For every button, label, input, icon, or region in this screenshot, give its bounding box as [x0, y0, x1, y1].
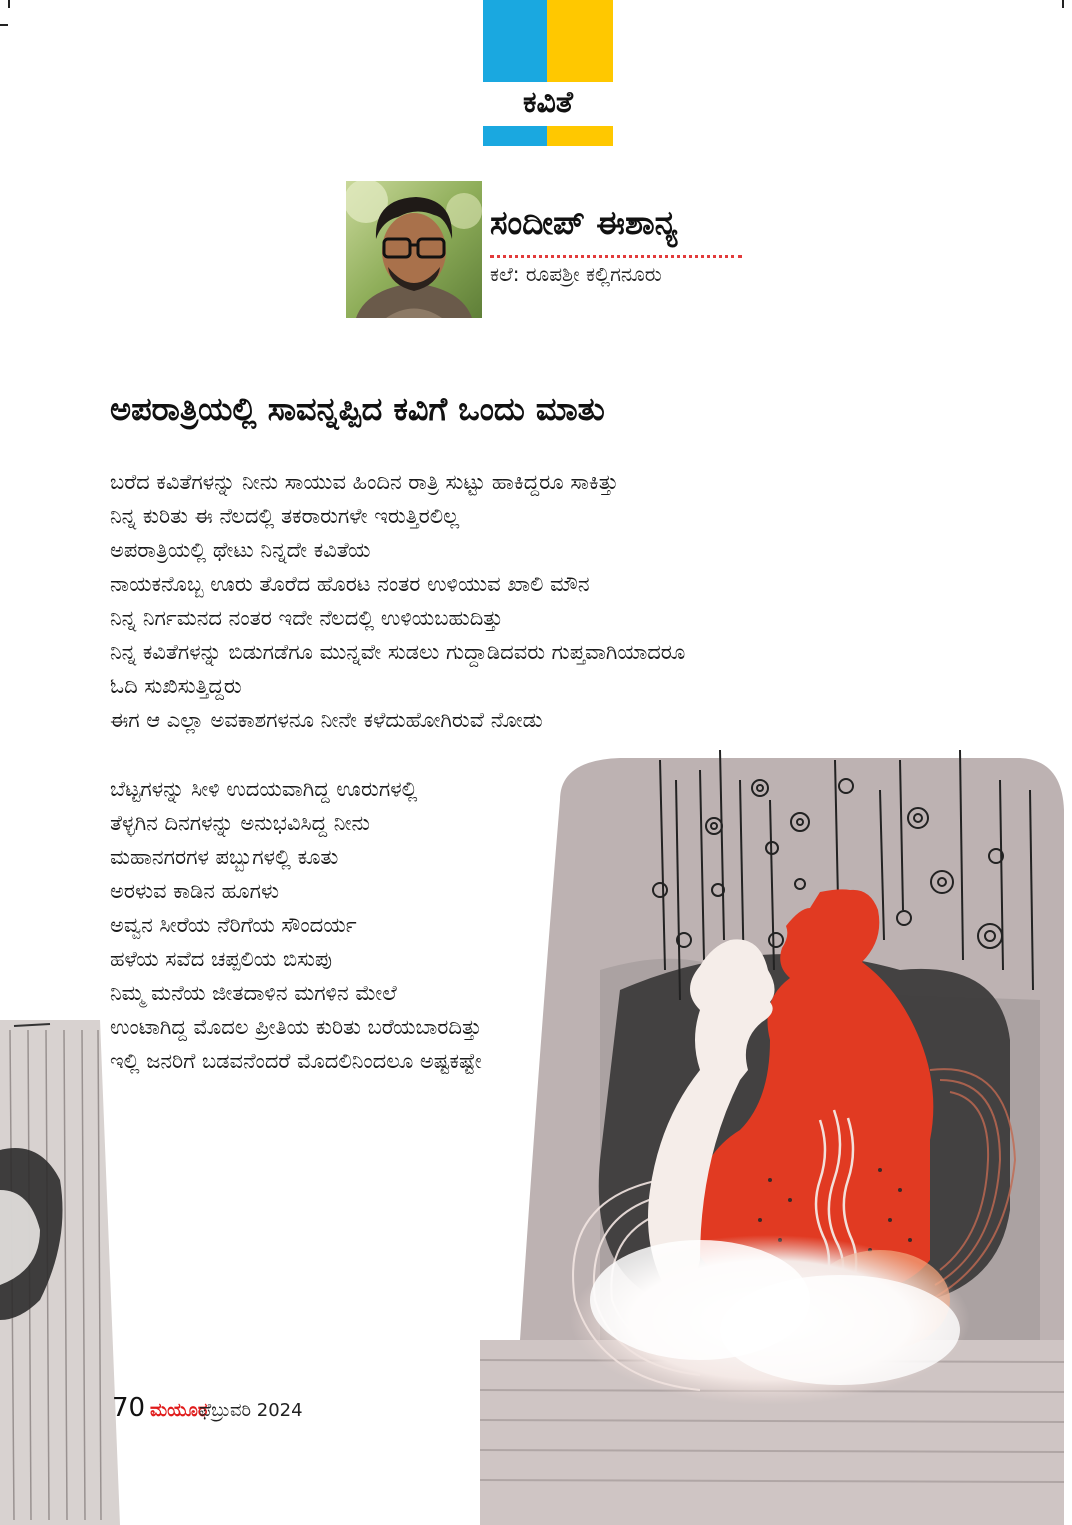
poem-line: ಈಗ ಆ ಎಲ್ಲಾ ಅವಕಾಶಗಳನೂ ನೀನೇ ಕಳೆದುಹೋಗಿರುವೆ ನೋಡು — [110, 708, 543, 732]
poem-line: ಮಹಾನಗರಗಳ ಪಬ್ಬುಗಳಲ್ಲಿ ಕೂತು — [110, 845, 339, 869]
poem-line: ಅರಳುವ ಕಾಡಿನ ಹೂಗಳು — [110, 879, 280, 903]
poem-stanza-2 — [110, 772, 482, 1078]
poem-line: ನಿನ್ನ ಕವಿತೆಗಳನ್ನು ಬಿಡುಗಡೆಗೂ ಮುನ್ನವೇ ಸುಡಲು ಗುದ್ದಾಡಿದವರು ಗುಪ್ತವಾಗಿಯಾದರೂ — [110, 640, 686, 664]
poem-stanza-1 — [110, 465, 685, 737]
poem-line: ನಾಯಕನೊಬ್ಬ ಊರು ತೊರೆದ ಹೊರಟ ನಂತರ ಉಳಿಯುವ ಖಾಲಿ ಮೌನ — [110, 572, 590, 596]
section-header-yellow-bar — [547, 126, 613, 146]
crop-mark — [8, 0, 10, 8]
section-label: ಕವಿತೆ — [523, 85, 573, 120]
section-header-blue-block — [483, 0, 547, 82]
author-photo — [346, 181, 482, 318]
poem-line: ತೆಳ್ಳಗಿನ ದಿನಗಳನ್ನು ಅನುಭವಿಸಿದ್ದ ನೀನು — [110, 811, 370, 835]
poem-line: ನಿನ್ನ ನಿರ್ಗಮನದ ನಂತರ ಇದೇ ನೆಲದಲ್ಲಿ ಉಳಿಯಬಹುದಿತ್ತು — [110, 606, 503, 630]
issue-date: ಫೆಬ್ರುವರಿ 2024 — [199, 1400, 303, 1421]
magazine-logo: ಮಯೂರ — [150, 1400, 208, 1421]
poem-line: ಅಪರಾತ್ರಿಯಲ್ಲಿ ಥೇಟು ನಿನ್ನದೇ ಕವಿತೆಯ — [110, 538, 371, 562]
section-header-yellow-block — [547, 0, 613, 82]
crop-mark — [1062, 0, 1064, 8]
poem-line: ಬರೆದ ಕವಿತೆಗಳನ್ನು ನೀನು ಸಾಯುವ ಹಿಂದಿನ ರಾತ್ರಿ ಸುಟ್ಟು ಹಾಕಿದ್ದರೂ ಸಾಕಿತ್ತು — [110, 470, 619, 494]
author-dotted-divider — [490, 255, 742, 258]
poem-line: ನಿನ್ನ ಕುರಿತು ಈ ನೆಲದಲ್ಲಿ ತಕರಾರುಗಳೇ ಇರುತ್ತಿರಲಿಲ್ಲ — [110, 504, 460, 528]
section-header-blue-bar — [483, 126, 547, 146]
poem-line: ಅವ್ವನ ಸೀರೆಯ ನೆರಿಗೆಯ ಸೌಂದರ್ಯ — [110, 913, 357, 937]
poem-line: ಹಳೆಯ ಸವೆದ ಚಪ್ಪಲಿಯ ಬಿಸುಪು — [110, 947, 333, 971]
poem-line: ನಿಮ್ಮ ಮನೆಯ ಜೀತದಾಳಿನ ಮಗಳಿನ ಮೇಲೆ — [110, 981, 397, 1005]
poem-line: ಉಂಟಾಗಿದ್ದ ಮೊದಲ ಪ್ರೀತಿಯ ಕುರಿತು ಬರೆಯಬಾರದಿತ್ತು — [110, 1015, 482, 1039]
page-number: 70 — [112, 1393, 146, 1423]
poem-line: ಬೆಟ್ಟಗಳನ್ನು ಸೀಳಿ ಉದಯವಾಗಿದ್ದ ಊರುಗಳಲ್ಲಿ — [110, 777, 418, 801]
poem-line: ಇಲ್ಲಿ ಜನರಿಗೆ ಬಡವನೆಂದರೆ ಮೊದಲಿನಿಂದಲೂ ಅಷ್ಟಕಷ್ಟೇ — [110, 1049, 482, 1073]
author-name: ಸಂದೀಪ್ ಈಶಾನ್ಯ — [490, 203, 678, 242]
art-credit: ಕಲೆ: ರೂಪಶ್ರೀ ಕಲ್ಲಿಗನೂರು — [490, 262, 662, 286]
poem-line: ಓದಿ ಸುಖಿಸುತ್ತಿದ್ದರು — [110, 674, 242, 698]
poem-title: ಅಪರಾತ್ರಿಯಲ್ಲಿ ಸಾವನ್ನಪ್ಪಿದ ಕವಿಗೆ ಒಂದು ಮಾತು — [110, 390, 605, 428]
crop-mark — [0, 24, 8, 26]
